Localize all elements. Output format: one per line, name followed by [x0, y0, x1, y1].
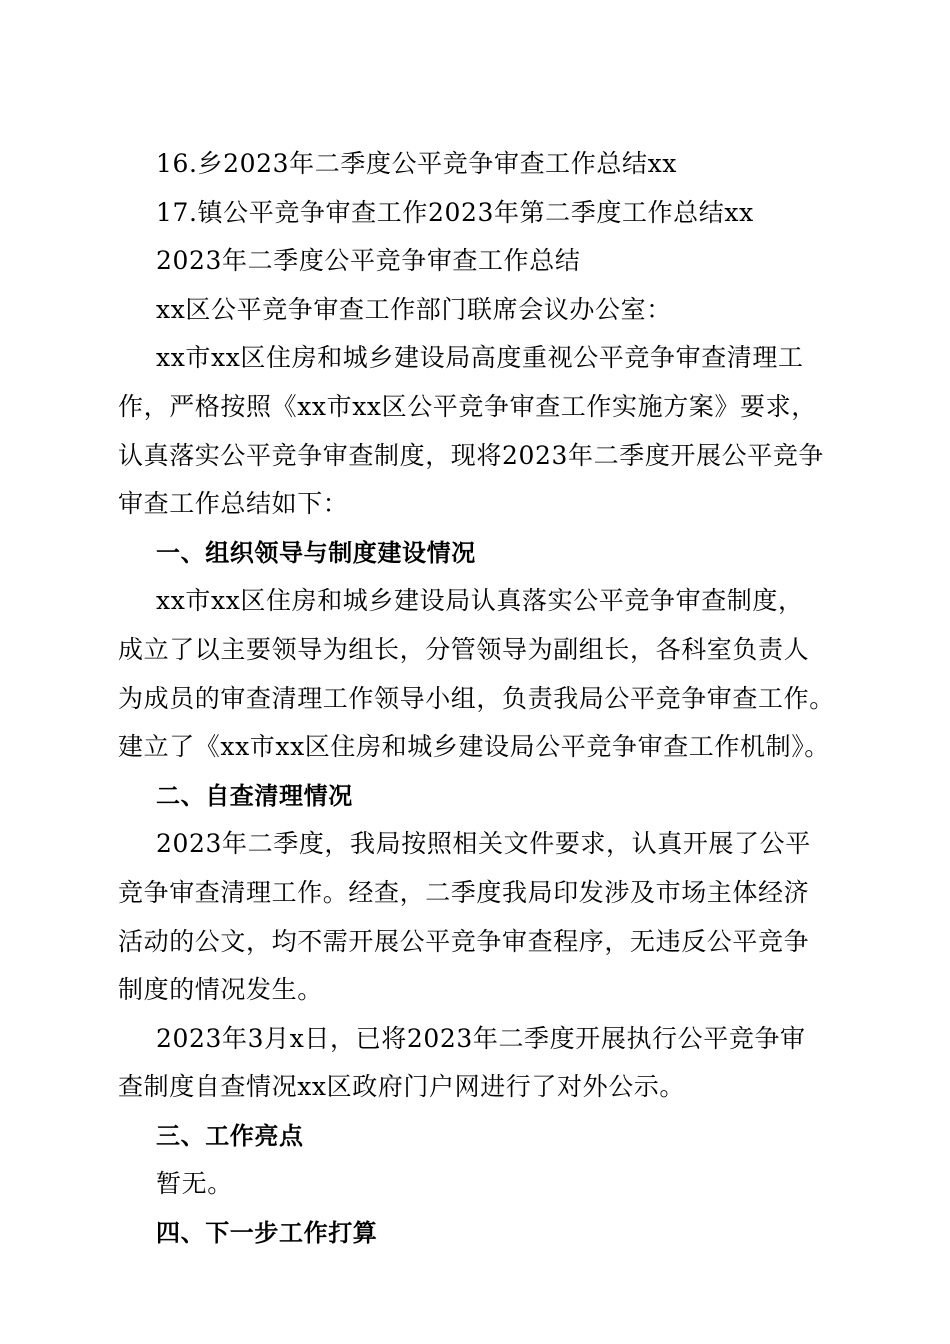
section-3 [118, 1112, 838, 1209]
list-item-16: 16.乡2023年二季度公平竞争审查工作总结xx [156, 149, 677, 178]
intro-line: 认真落实公平竞争审查制度，现将2023年二季度开展公平竞争 [118, 440, 825, 470]
document-title: 2023年二季度公平竞争审查工作总结 [156, 246, 581, 276]
section-heading: 一、组织领导与制度建设情况 [156, 538, 476, 567]
section-heading: 二、自查清理情况 [156, 781, 353, 810]
section-heading: 四、下一步工作打算 [156, 1219, 378, 1248]
section-2 [118, 772, 838, 1112]
addressee: xx区公平竞争审查工作部门联席会议办公室： [156, 294, 672, 324]
list-item-17: 17.镇公平竞争审查工作2023年第二季度工作总结xx [156, 197, 754, 227]
paragraph-line: 2023年二季度，我局按照相关文件要求，认真开展了公平 [156, 829, 811, 859]
paragraph-line: 竞争审查清理工作。经查，二季度我局印发涉及市场主体经济 [118, 877, 810, 907]
intro-paragraph [118, 334, 838, 528]
section-heading: 三、工作亮点 [156, 1121, 304, 1150]
section-1 [118, 529, 838, 772]
intro-line: xx市xx区住房和城乡建设局高度重视公平竞争审查清理工 [156, 343, 804, 373]
paragraph-line: 暂无。 [156, 1169, 233, 1199]
paragraph-line: 2023年3月x日，已将2023年二季度开展执行公平竞争审 [156, 1023, 806, 1053]
paragraph-line: 为成员的审查清理工作领导小组，负责我局公平竞争审查工作。 [118, 683, 835, 713]
document-body [118, 140, 838, 1258]
paragraph-line: 建立了《xx市xx区住房和城乡建设局公平竞争审查工作机制》。 [118, 732, 830, 762]
paragraph-line: 活动的公文，均不需开展公平竞争审查程序，无违反公平竞争 [118, 926, 810, 956]
paragraph-line: 制度的情况发生。 [118, 975, 323, 1005]
paragraph-line: xx市xx区住房和城乡建设局认真落实公平竞争审查制度， [156, 586, 804, 616]
intro-line: 作，严格按照《xx市xx区公平竞争审查工作实施方案》要求， [118, 391, 817, 421]
intro-line: 审查工作总结如下： [118, 489, 349, 519]
section-4 [118, 1209, 838, 1258]
paragraph-line: 查制度自查情况xx区政府门户网进行了对外公示。 [118, 1072, 685, 1102]
paragraph-line: 成立了以主要领导为组长，分管领导为副组长，各科室负责人 [118, 634, 810, 664]
